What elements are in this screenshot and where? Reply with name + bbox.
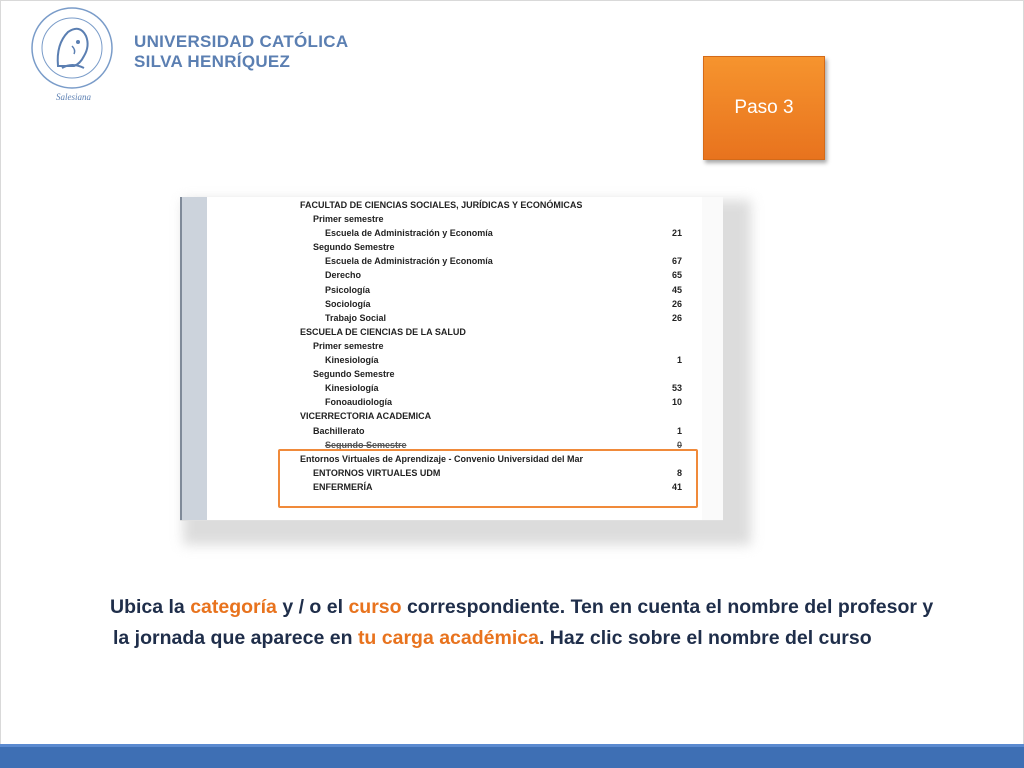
- course-row[interactable]: [300, 284, 700, 298]
- row-count: 41: [671, 481, 682, 492]
- seal-caption: Salesiana: [56, 92, 91, 102]
- row-label: Sociología: [325, 298, 371, 309]
- instruction-text: [110, 592, 953, 654]
- instruction-highlight-load: tu carga académica: [357, 627, 539, 649]
- course-row[interactable]: [300, 227, 700, 241]
- category-row[interactable]: [300, 410, 700, 424]
- course-row[interactable]: [300, 382, 700, 396]
- row-label: Primer semestre: [313, 214, 384, 225]
- row-label: Trabajo Social: [325, 312, 387, 323]
- row-label: Segundo Semestre: [313, 369, 395, 380]
- row-label: VICERRECTORIA ACADEMICA: [300, 411, 432, 422]
- screenshot-left-panel: [180, 197, 207, 520]
- row-label: ESCUELA DE CIENCIAS DE LA SALUD: [300, 326, 466, 337]
- screenshot-gutter: [207, 197, 281, 520]
- row-label: ENTORNOS VIRTUALES UDM: [313, 467, 441, 478]
- course-row[interactable]: [300, 255, 700, 269]
- row-label: Kinesiología: [325, 383, 379, 394]
- row-count: 26: [671, 298, 682, 309]
- course-row[interactable]: [300, 396, 700, 410]
- row-count: 65: [671, 270, 682, 281]
- row-count: 53: [671, 383, 682, 394]
- row-label: Segundo Semestre: [313, 242, 395, 253]
- row-count: 26: [671, 312, 682, 323]
- row-label: Segundo Semestre: [325, 439, 407, 450]
- row-count: 1: [676, 355, 682, 366]
- instruction-part-4: . Haz clic sobre el nombre del curso: [538, 627, 872, 649]
- instruction-part-1: Ubica la: [110, 596, 191, 618]
- row-count: 45: [671, 284, 682, 295]
- semester-row[interactable]: [300, 241, 700, 255]
- row-count: 1: [676, 425, 682, 436]
- category-row[interactable]: [300, 199, 700, 213]
- row-label: Derecho: [325, 270, 362, 281]
- row-label: Entornos Virtuales de Aprendizaje - Convenio Universidad del Mar: [300, 453, 584, 464]
- row-label: Escuela de Administración y Economía: [325, 228, 493, 239]
- instruction-part-2: y / o el: [276, 596, 349, 618]
- semester-row[interactable]: [300, 368, 700, 382]
- row-label: Bachillerato: [313, 425, 365, 436]
- university-name-line2: SILVA HENRÍQUEZ: [134, 52, 291, 71]
- course-row[interactable]: [300, 312, 700, 326]
- category-row[interactable]: [300, 326, 700, 340]
- row-count: 67: [671, 256, 682, 267]
- row-label: Kinesiología: [325, 355, 379, 366]
- highlight-box: [278, 449, 698, 508]
- step-button[interactable]: [703, 56, 825, 160]
- row-label: ENFERMERÍA: [313, 481, 373, 492]
- row-label: FACULTAD DE CIENCIAS SOCIALES, JURÍDICAS Y ECONÓMICAS: [300, 200, 583, 210]
- step-button-label: Paso 3: [734, 97, 794, 118]
- row-label: Primer semestre: [313, 340, 384, 351]
- semester-row[interactable]: [300, 425, 700, 439]
- row-count: 10: [671, 397, 682, 408]
- row-count: 0: [676, 439, 682, 450]
- row-label: Psicología: [325, 284, 371, 295]
- instruction-highlight-course: curso: [348, 596, 402, 618]
- instruction-part-3: correspondiente. Ten en cuenta el nombre del profesor y la jornada que aparece en: [113, 596, 934, 649]
- semester-row[interactable]: [300, 340, 700, 354]
- university-name: [134, 32, 348, 72]
- footer-bar: [0, 744, 1024, 768]
- university-logo: [28, 4, 348, 108]
- row-count: 21: [671, 228, 682, 239]
- university-seal-icon: [28, 4, 128, 104]
- university-name-line1: UNIVERSIDAD CATÓLICA: [134, 32, 349, 51]
- row-label: Fonoaudiología: [325, 397, 392, 408]
- screenshot-right-edge: [702, 197, 723, 520]
- course-row[interactable]: [300, 298, 700, 312]
- row-count: 8: [676, 467, 682, 478]
- semester-row[interactable]: [300, 213, 700, 227]
- course-row[interactable]: [300, 269, 700, 283]
- instruction-highlight-category: categoría: [190, 596, 277, 618]
- row-label: Escuela de Administración y Economía: [325, 256, 493, 267]
- course-row[interactable]: [300, 354, 700, 368]
